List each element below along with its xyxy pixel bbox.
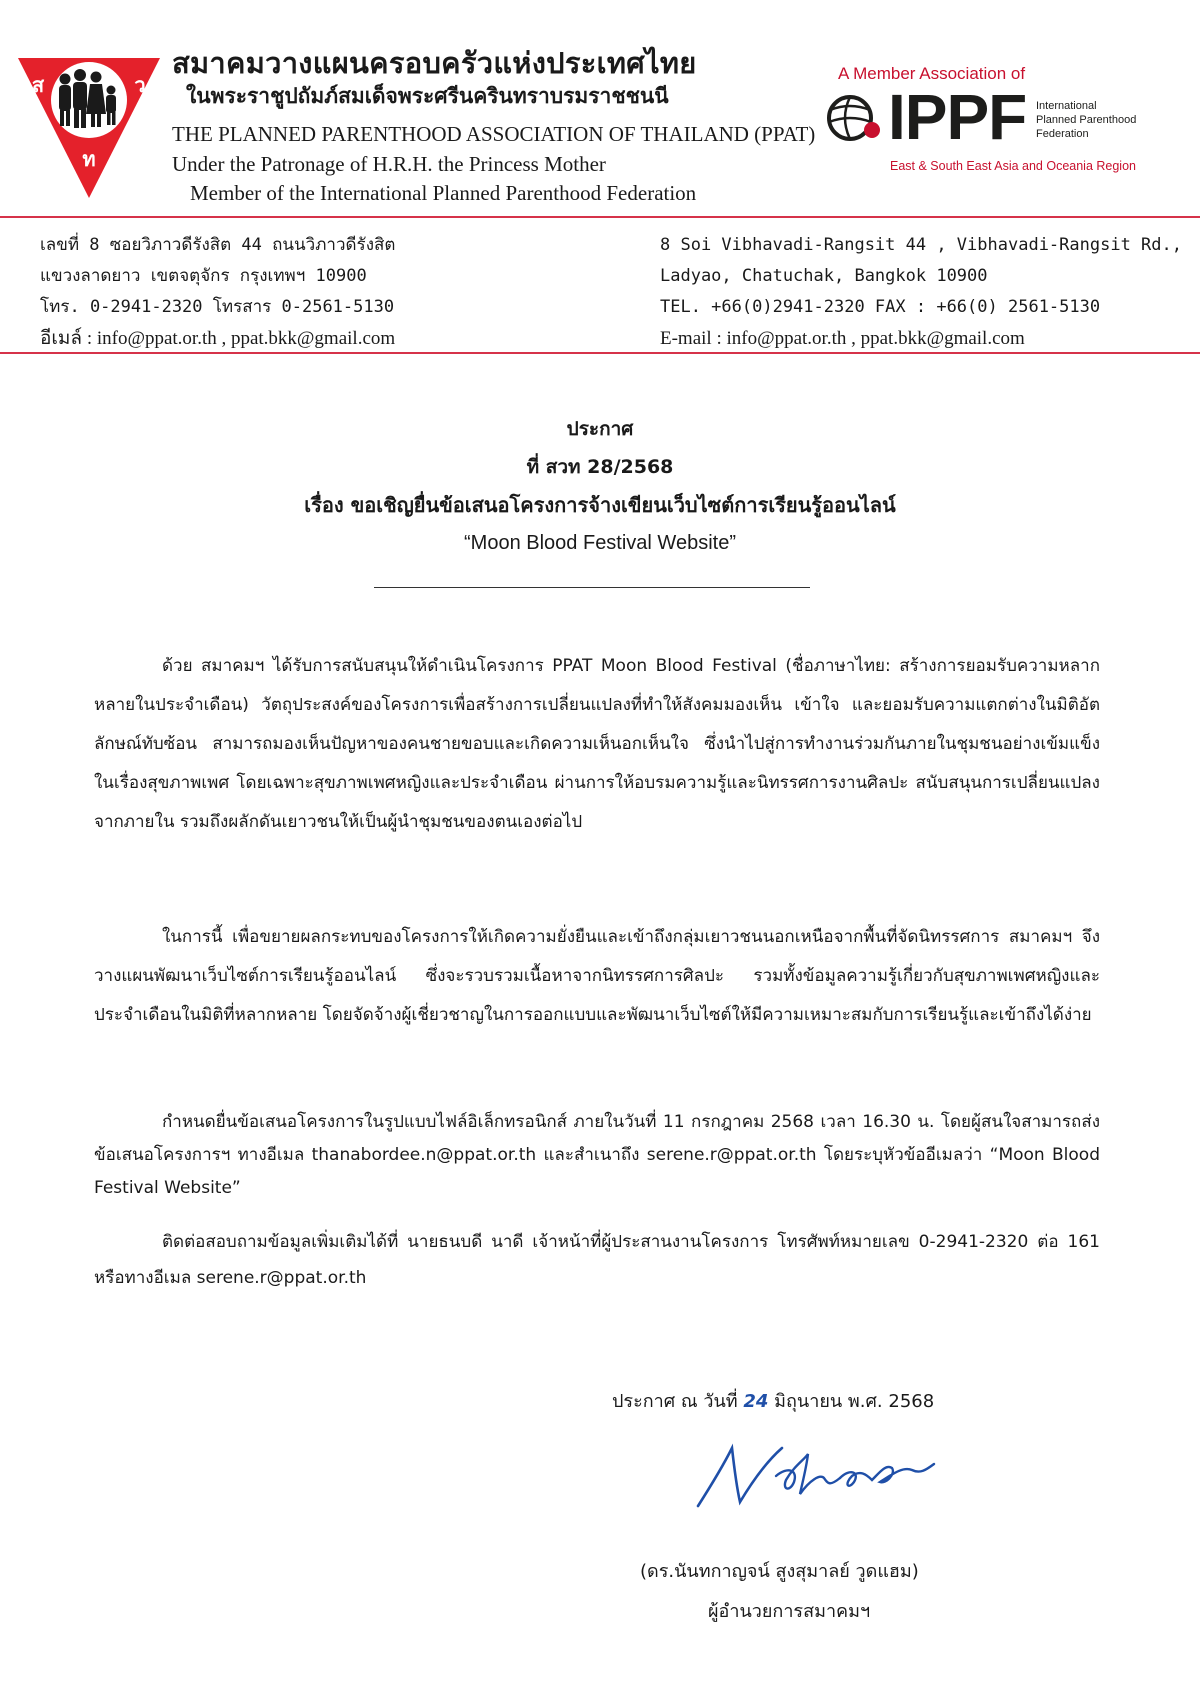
- ippf-wordmark: IPPF: [888, 81, 1027, 153]
- ippf-name-line-1: International: [1036, 100, 1097, 112]
- header-rule-bottom: [0, 352, 1200, 354]
- ippf-globe-icon: [820, 88, 892, 148]
- signer-name: (ดร.นันทกาญจน์ สูงสุมาลย์ วูดแฮม): [640, 1561, 919, 1582]
- signer-title: ผู้อำนวยการสมาคมฯ: [708, 1601, 871, 1622]
- logo-letter-bottom: ท: [82, 147, 96, 171]
- ippf-full-name: [1036, 99, 1136, 141]
- date-day: 24: [743, 1391, 769, 1412]
- body-paragraph-4: [94, 1224, 1100, 1296]
- body-paragraph-2-text: ในการนี้ เพื่อขยายผลกระทบของโครงการให้เกิดความยั่งยืนและเข้าถึงกลุ่มเยาวชนนอกเหนือจากพื้นที่จัดนิทรรศการ สมาคมฯ จึงวางแผนพัฒนาเว็บไซต์การเรียนรู้ออนไลน์ ซึ่งจะรวบรวมเนื้อหาจากนิทรรศการศิลปะ รวมทั้งข้อมูลความรู้เกี่ยวกับสุขภาพเพศหญิงและประจำเดือนในมิติที่หลากหลาย โดยจัดจ้างผู้เชี่ยวชาญในการออกแบบและพัฒนาเว็บไซต์ให้มีความเหมาะสมกับการเรียนรู้และเข้าถึงได้ง่าย: [94, 927, 1100, 1025]
- date-prefix: ประกาศ ณ วันที่: [612, 1391, 738, 1412]
- contact-english: [660, 230, 1182, 354]
- ippf-name-line-2: Planned Parenthood: [1036, 114, 1137, 126]
- logo-letter-right: ว: [134, 73, 146, 97]
- announcement-number: ที่ สวท 28/2568: [526, 456, 674, 478]
- address-english-line-2: Ladyao, Chatuchak, Bangkok 10900: [660, 266, 988, 286]
- address-english-line-1: 8 Soi Vibhavadi-Rangsit 44 , Vibhavadi-Rangsit Rd.,: [660, 235, 1182, 255]
- logo-letter-left: ส: [31, 73, 45, 97]
- project-name: “Moon Blood Festival Website”: [464, 532, 736, 554]
- handwritten-signature: [690, 1436, 940, 1526]
- header-rule-top: [0, 216, 1200, 218]
- email-thai: อีเมล์ : info@ppat.or.th , ppat.bkk@gmail.com: [40, 328, 396, 349]
- body-paragraph-1: [94, 647, 1100, 842]
- phone-english: TEL. +66(0)2941-2320 FAX : +66(0) 2561-5130: [660, 297, 1101, 317]
- announcement-subject: เรื่อง ขอเชิญยื่นข้อเสนอโครงการจ้างเขียนเว็บไซต์การเรียนรู้ออนไลน์: [304, 493, 896, 517]
- ippf-member-text: A Member Association of: [838, 64, 1026, 83]
- body-paragraph-1-text: ด้วย สมาคมฯ ได้รับการสนับสนุนให้ดำเนินโครงการ PPAT Moon Blood Festival (ชื่อภาษาไทย: สร้างการยอมรับความหลากหลายในประจำเดือน) วัตถุประสงค์ของโครงการเพื่อสร้างการเปลี่ยนแปลงที่ทำให้สังคมมองเห็น เข้าใจ และยอมรับความแตกต่างในมิติอัตลักษณ์ทับซ้อน สามารถมองเห็นปัญหาของคนชายขอบและเกิดความเห็นอกเห็นใจ ซึ่งนำไปสู่การทำงานร่วมกันภายในชุมชนอย่างเข้มแข็งในเรื่องสุขภาพเพศ โดยเฉพาะสุขภาพเพศหญิงและประจำเดือน ผ่านการให้อบรมความรู้และนิทรรศการงานศิลปะ สนับสนุนการเปลี่ยนแปลงจากภายใน รวมถึงผลักดันเยาวชนให้เป็นผู้นำชุมชนของตนเองต่อไป: [94, 656, 1100, 832]
- body-paragraph-3: [94, 1106, 1100, 1205]
- announcement-type: ประกาศ: [566, 418, 634, 440]
- body-paragraph-3-text: กำหนดยื่นข้อเสนอโครงการในรูปแบบไฟล์อิเล็กทรอนิกส์ ภายในวันที่ 11 กรกฎาคม 2568 เวลา 16.30 น. โดยผู้สนใจสามารถส่งข้อเสนอโครงการฯ ทางอีเมล thanabordee.n@ppat.or.th และสำเนาถึง serene.r@ppat.or.th โดยระบุหัวข้ออีเมลว่า “Moon Blood Festival Website”: [94, 1112, 1100, 1198]
- date-suffix: มิถุนายน พ.ศ. 2568: [774, 1391, 935, 1412]
- patronage-thai: ในพระราชูปถัมภ์สมเด็จพระศรีนครินทราบรมราชชนนี: [186, 84, 669, 108]
- phone-thai: โทร. 0-2941-2320 โทรสาร 0-2561-5130: [40, 297, 395, 317]
- address-thai-line-2: แขวงลาดยาว เขตจตุจักร กรุงเทพฯ 10900: [40, 266, 367, 286]
- announcement-heading: [0, 410, 1200, 562]
- title-underline: [374, 587, 810, 588]
- announcement-date: [612, 1386, 934, 1415]
- contact-thai: [40, 230, 395, 354]
- org-name-english: THE PLANNED PARENTHOOD ASSOCIATION OF THAILAND (PPAT): [172, 122, 816, 146]
- patronage-english: Under the Patronage of H.R.H. the Princess Mother: [172, 152, 606, 176]
- ippf-region: East & South East Asia and Oceania Region: [890, 159, 1136, 173]
- ippf-name-line-3: Federation: [1036, 128, 1089, 140]
- org-name-thai: สมาคมวางแผนครอบครัวแห่งประเทศไทย: [172, 46, 697, 80]
- body-paragraph-2: [94, 918, 1100, 1035]
- body-paragraph-4-text: ติดต่อสอบถามข้อมูลเพิ่มเติมได้ที่ นายธนบดี นาดี เจ้าหน้าที่ผู้ประสานงานโครงการ โทรศัพท์หมายเลข 0-2941-2320 ต่อ 161 หรือทางอีเมล serene.r@ppat.or.th: [94, 1232, 1100, 1288]
- ppat-logo: [14, 52, 164, 202]
- address-thai-line-1: เลขที่ 8 ซอยวิภาวดีรังสิต 44 ถนนวิภาวดีรังสิต: [40, 235, 396, 255]
- email-english: E-mail : info@ppat.or.th , ppat.bkk@gmail.com: [660, 328, 1025, 349]
- membership-english: Member of the International Planned Parenthood Federation: [190, 181, 697, 205]
